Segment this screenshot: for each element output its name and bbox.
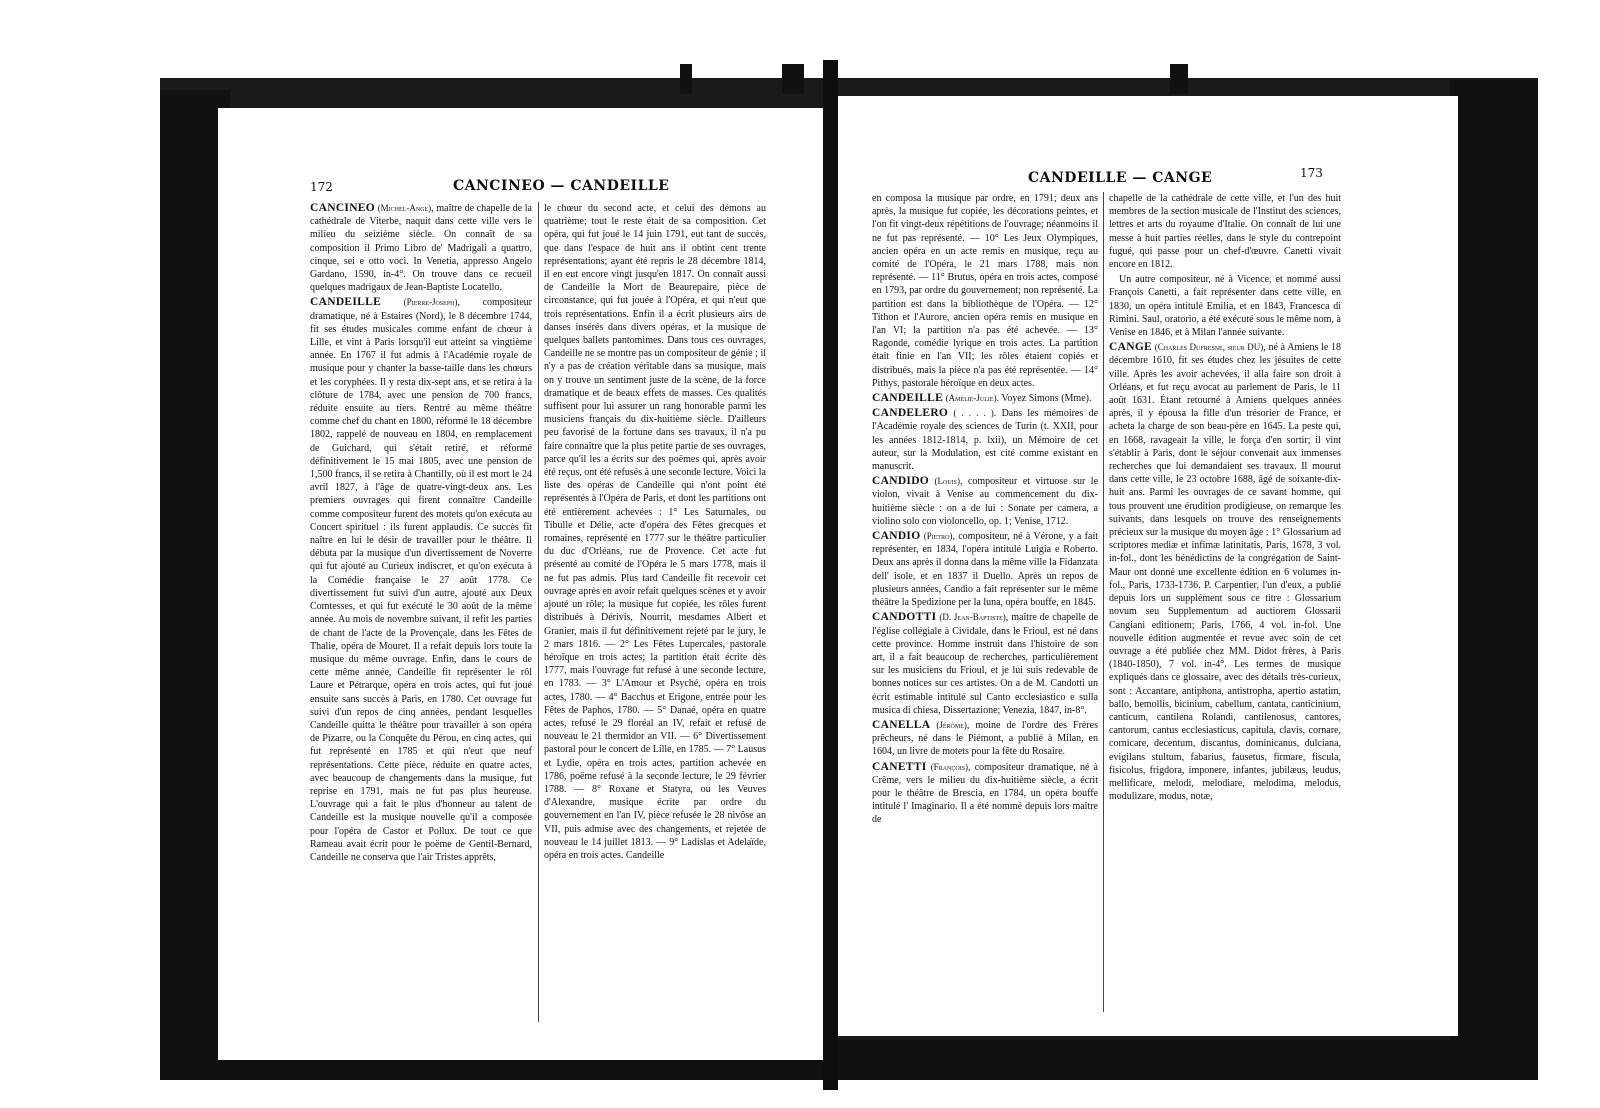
headword: CANELLA — [872, 718, 931, 731]
left-page — [218, 108, 823, 1060]
entry-text: , compositeur, né à Vérone, y a fait représenter, en 1834, l'opéra intitulé Luigia e Roberto. Deux ans après il donna dans la même ville la Fidanzata dell' isole, et en 1837 il Duello. Après un repos de plusieurs années, Candio a fait représenter sur le même théâtre la Spedizione per la luna, opéra bouffe, en 1845. — [872, 531, 1099, 609]
entry-text: , compositeur dramatique, né à Crême, vers le milieu du dix-huitième siècle, a écrit pour le théâtre de Brescia, en 1784, un opéra bouffe intitulé l' Imaginario. Il a été nommé depuis lors maître de — [872, 761, 1098, 826]
entry-cange — [1109, 341, 1341, 803]
page-tab-top-2 — [782, 64, 804, 94]
entry-canetti-continued — [1109, 192, 1341, 271]
entry-text: , moine de l'ordre des Frères prêcheurs, né dans le Piémont, a publié à Milan, en 1604, un livre de motets pour la fête du Rosaire. — [872, 719, 1099, 758]
entry-text: , maître de chapelle de l'église collégiale à Cividale, dans le Frioul, est né dans cette province. Homme instruit dans l'histoire de son art, il a fait beaucoup de recherches, particulièrement sur les musiciens du Frioul, et je lui suis redevable de bonnes notices sur ces artistes. On a de M. Candotti un écrit estimable intitulé sul Canto ecclesiastico e sulla musica di chiesa, Dissertazione; Venezia, 1847, in-8°. — [872, 612, 1099, 716]
headword: CANDEILLE — [872, 392, 944, 405]
right-column-2 — [1109, 192, 1341, 805]
entry-text: . Dans les mémoires de l'Académie royale des sciences de Turin (t. XXII, pour les années 1812-1814, p. lxii), un Mémoire de cet auteur, sur la Modulation, est cité comme existant en manuscrit. — [872, 408, 1099, 473]
entry-candotti — [872, 611, 1098, 717]
headword: CANCINEO — [310, 202, 376, 214]
headword-sub: ( . . . . ) — [953, 408, 994, 419]
scan-shadow-right — [1450, 80, 1538, 1065]
entry-canella — [872, 719, 1098, 759]
right-running-head: CANDEILLE — CANGE — [1028, 170, 1213, 186]
left-column-rule — [538, 202, 539, 1022]
headword-sub: (Jérôme) — [936, 719, 967, 730]
entry-text: chapelle de la cathédrale de cette ville, et l'un des huit membres de la section musicale de l'Institut des sciences, lettres et arts du royaume d'Italie. On connaît de lui une messe à huit parties réelles, dans le style du contrepoint fugué, qui passe pour un chef-d'œuvre. Canetti vivait encore en 1812. — [1109, 193, 1341, 271]
headword-sub: (Pietro) — [923, 531, 953, 542]
page-tab-top-3 — [1170, 64, 1188, 94]
page-tab-top-1 — [680, 64, 692, 94]
headword: CANETTI — [872, 760, 927, 773]
entry-candido — [872, 475, 1098, 528]
headword-sub: (Michel-Ange) — [377, 203, 432, 213]
left-running-head: CANCINEO — CANDEILLE — [453, 178, 670, 194]
headword: CANDIDO — [872, 475, 930, 488]
entry-text: . Voyez Simons (Mme). — [996, 393, 1092, 405]
headword-sub: (D. Jean-Baptiste) — [939, 612, 1006, 623]
headword: CANDELERO — [872, 407, 949, 420]
headword-sub: (Amélie-Julie) — [945, 393, 997, 404]
entry-candeille-amelie — [872, 392, 1098, 405]
left-column-2 — [544, 202, 766, 864]
headword-sub: (Charles Dufresne, sieur DU) — [1154, 342, 1264, 353]
right-page-number: 173 — [1300, 166, 1323, 180]
headword: CANDEILLE — [310, 296, 382, 309]
headword: CANDOTTI — [872, 611, 937, 624]
entry-candelero — [872, 407, 1098, 473]
entry-cancineo — [310, 202, 532, 294]
entry-text: Un autre compositeur, né à Vicence, et nommé aussi François Canetti, a fait représenter dans cette ville, en 1830, un opéra intitulé Emilia, et en 1843, Francesca di Rimini. Saul, oratorio, a été exécuté sous le même nom, à Venise en 1846, et à Milan l'année suivante. — [1109, 274, 1341, 339]
entry-text: , compositeur et virtuose sur le violon, vivait à Venise au commencement du dix-huitième siècle : on a de lui : Sonate per camera, a violino solo con violoncello, op. 1; Venise, 1712. — [872, 476, 1099, 527]
entry-candio — [872, 530, 1098, 609]
entry-text: en composa la musique par ordre, en 1791; deux ans après, la musique fut copiée, les décorations peintes, et l'on fit vingt-deux répétitions de l'ouvrage; néanmoins il ne fut pas représenté. — 10° Les Jeux Olympiques, ancien opéra en un acte remis en musique, reçu au comité de l'Opéra, le 21 mars 1788, mais non représenté. — 11° Brutus, opéra en trois actes, composé en 1793, par ordre du gouvernement; non représenté. La partition est dans la bibliothèque de l'Opéra. — 12° Tithon et l'Aurore, ancien opéra remis en musique en l'an VI; la partition n'a pas été achevée. — 13° Ragonde, comédie lyrique en trois actes. La partition était finie en l'an VII; les rôles étaient copiés et distribués, mais la pièce n'a pas été représentée. — 14° Pithys, pastorale héroïque en deux actes. — [872, 193, 1098, 389]
entry-candeille-continued — [872, 192, 1098, 390]
entry-canetti-other — [1109, 273, 1341, 339]
right-column-1 — [872, 192, 1098, 829]
left-column-1 — [310, 202, 532, 866]
right-page — [838, 96, 1458, 1036]
entry-text: , maître de chapelle de la cathédrale de Viterbe, naquit dans cette ville vers le milieu du seizième siècle. On connaît de sa composition il Primo Libro de' Madrigali a quattro, cinque, sei e otto voci. In Venetia, appresso Angelo Gardano, 1590, in-4°. On trouve dans ce recueil quelques madrigaux de Jean-Baptiste Locatello. — [310, 203, 532, 294]
headword: CANGE — [1109, 341, 1153, 354]
entry-text: , compositeur dramatique, né à Estaires (Nord), le 8 décembre 1744, fit ses études musicales comme enfant de chœur à Lille, et vint à Paris lorsqu'il eut atteint sa vingtième année. En 1767 il fut admis à l'Académie royale de musique pour y chanter la basse-taille dans les chœurs et les coryphées. Il y resta dix-sept ans, et se retira à la clôture de 1784, avec une pension de 700 francs, réduite ensuite au tiers. Rentré au même théâtre comme chef du chant en 1800, réformé le 18 décembre 1802, rappelé de nouveau en 1804, en remplacement de Guichard, qui s'était retiré, et réformé définitivement le 15 mai 1805, avec une pension de 1,500 francs, il se retira à Chantilly, où il est mort le 24 avril 1827, à l'âge de quatre-vingt-deux ans. Les premiers ouvrages qui firent connaître Candeille comme compositeur furent des motets qu'on exécuta au Concert spirituel : ils furent applaudis. Ce succès fit naître en lui le désir de travailler pour le théâtre. Il débuta par la musique d'un divertissement de Noverre qui fut ajouté au Curieux indiscret, et qu'on exécuta à la Comédie française le 27 août 1778. Ce divertissement fut suivi d'un autre, ajouté aux Deux Comtesses, et qui fut exécuté le 30 août de la même année. Au mois de novembre suivant, il refit les parties de chant de l'acte de la Provençale, dans les Fêtes de Thalie, opéra de Mouret. Il a refait depuis lors toute la musique du même ouvrage. Enfin, dans le cours de cette même année, Candeille fit représenter le rôl Laure et Pétrarque, opéra en trois actes, qui fut joué ensuite sans succès à Paris, en 1780. Cet ouvrage fut suivi d'un repos de cinq années, pendant lesquelles Candeille quitta le théâtre pour travailler à son opéra de Pizarre, ou la Conquête du Pérou, en cinq actes, qui fut représenté en 1785 et qui n'eut que neuf représentations. Cette pièce, réduite en quatre actes, avec beaucoup de changements dans la musique, fut reprise en 1791, mais ne fut pas plus heureuse. L'ouvrage qui a fait le plus d'honneur au talent de Candeille est la musique nouvelle qu'il a composée pour l'opéra de Castor et Pollux. De tout ce que Rameau avait écrit pour le poëme de Gentil-Bernard, Candeille ne conserva que l'air Tristes apprêts, — [310, 297, 533, 863]
entry-candeille-pierre-joseph — [310, 296, 532, 864]
entry-canetti — [872, 761, 1098, 827]
entry-text: , né à Amiens le 18 décembre 1610, fit ses études chez les jésuites de cette ville. Après les avoir achevées, il alla faire son droit à Orléans, et fut reçu avocat au parlement de Paris, le 11 août 1631. Étant retourné à Amiens quelques années après, il y épousa la fille d'un trésorier de France, et acheta la charge de son beau-père en 1645. La peste qui, en 1668, ravageait la ville, le força d'en sortir; il vint s'établir à Paris, dont le séjour convenait aux immenses recherches que lui demandaient ses travaux. Il mourut dans cette ville, le 23 octobre 1688, âgé de soixante-dix-huit ans. Parmi les ouvrages de ce savant homme, qui tous prouvent une érudition prodigieuse, on remarque les suivants, dans lesquels on trouve des renseignements précieux sur la musique du moyen âge : 1° Glossarium ad scriptores mediæ et infimæ latinitatis, Paris, 1678, 3 vol. in-fol., dont les bénédictins de la congrégation de Saint-Maur ont donné une excellente édition en 6 volumes in-fol., Paris, 1733-1736. P. Carpentier, l'un d'eux, a publié depuis lors un supplément sous ce titre : Glossarium novum seu Supplementum ad auctiorem Glossarii Cangiani editionem; Paris, 1766, 4 vol. in-fol. Une nouvelle édition augmentée et revue avec soin de cet ouvrage a été publiée chez MM. Didot frères, à Paris (1840-1850), 7 vol. in-4°. Les termes de musique expliqués dans ce glossaire, avec des détails très-curieux, sont : Accantare, antiphona, antistropha, apertio astatim, ballo, bemollis, bicinium, cabellum, cantata, canticinium, canticum, cantilena Rolandi, cantilenosus, cantores, cantorum, cantus ecclesiasticus, capitula, clavis, cornare, cornicare, decentum, discantus, dominicanus, dulciana, evigilans stultum, fabarius, fausetus, firmare, fiscula, fisicolus, frigdora, imponere, infantes, jubilæus, leudus, mellificare, melodi, melodiare, melodima, melodus, modulizare, modus, notæ, — [1109, 342, 1341, 803]
headword-sub: (François) — [930, 761, 969, 772]
left-page-number: 172 — [310, 180, 333, 194]
headword: CANDIO — [872, 530, 921, 543]
column-text: le chœur du second acte, et celui des démons au quatrième; tout le reste était de sa composition. Cet opéra, qui fut joué le 14 juin 1791, eut tant de succès, que dans l'espace de huit ans il obtint cent trente représentations; ayant été repris le 28 décembre 1814, il en eut encore vingt jusqu'en 1817. On connaît aussi de Candeille la Mort de Beaurepaire, pièce de circonstance, qui fut jouée à l'Opéra, et qui n'eut que trois représentations. Enfin il a écrit plusieurs airs de danses insérés dans divers opéras, et la musique de quelques ballets pantomimes. Dans tous ces ouvrages, Candeille ne se montre pas un compositeur de génie ; il n'y a pas de création véritable dans sa musique, mais on y trouve un sentiment juste de la scène, de la force dramatique et de beaux effets de masses. Ces qualités suffisent pour lui assurer un rang honorable parmi les musiciens français du dix-huitième siècle. D'ailleurs peu favorisé de la fortune dans ses travaux, il n'a pu faire connaître que la plus petite partie de ses ouvrages, parce qu'il les a écrits sur des poëmes qui, après avoir été reçus, ont été refusés à une seconde lecture. Voici la liste des opéras de Candeille qui n'ont point été représentés à l'Opéra de Paris, et dont les partitions ont été entièrement achevées : 1° Les Saturnales, ou Tibulle et Délie, acte d'opéra des Fêtes grecques et romaines, représenté en 1777 sur le théâtre particulier du duc d'Orléans, rue de Provence. Cet acte fut présenté au comité de l'Opéra le 5 mars 1778, mais il ne fut pas admis. Plus tard Candeille fit recevoir cet ouvrage après en avoir refait quelques scènes et y avoir ajouté un rôle; la musique fut copiée, les rôles furent distribués à Dérivis, Nourrit, mesdames Albert et Granier, mais il fut définitivement rejeté par le jury, le 2 mars 1816. — 2° Les Fêtes Lupercales, pastorale héroïque en trois actes; la partition était écrite dès 1777, mais l'ouvrage fut refusé à une seconde lecture, en 1783. — 3° L'Amour et Psyché, opéra en trois actes, 1780. — 4° Bacchus et Erigone, entrée pour les Fêtes de Paphos, 1780. — 5° Danaé, opéra en quatre actes, refusé le 29 floréal an IV, refait et refusé de nouveau le 21 thermidor an VII. — 6° Divertissement pastoral pour le concert de Lille, en 1785. — 7° Lausus et Lydie, opéra en trois actes, partition achevée en 1786, poëme refusé à la seconde lecture, le 29 février 1788. — 8° Roxane et Statyra, ou les Veuves d'Alexandre, musique écrite par ordre du gouvernement en l'an IV, pièce refusée le 28 nivôse an VII, puis admise avec des changements, et rejetée de nouveau le 14 juillet 1813. — 9° Ladislas et Adelaïde, opéra en trois actes. Candeille — [544, 203, 766, 861]
right-column-rule — [1103, 192, 1104, 1012]
headword-sub: (Louis) — [934, 476, 960, 487]
headword-sub: (Pierre-Joseph) — [403, 297, 458, 308]
book-gutter — [823, 60, 838, 1090]
